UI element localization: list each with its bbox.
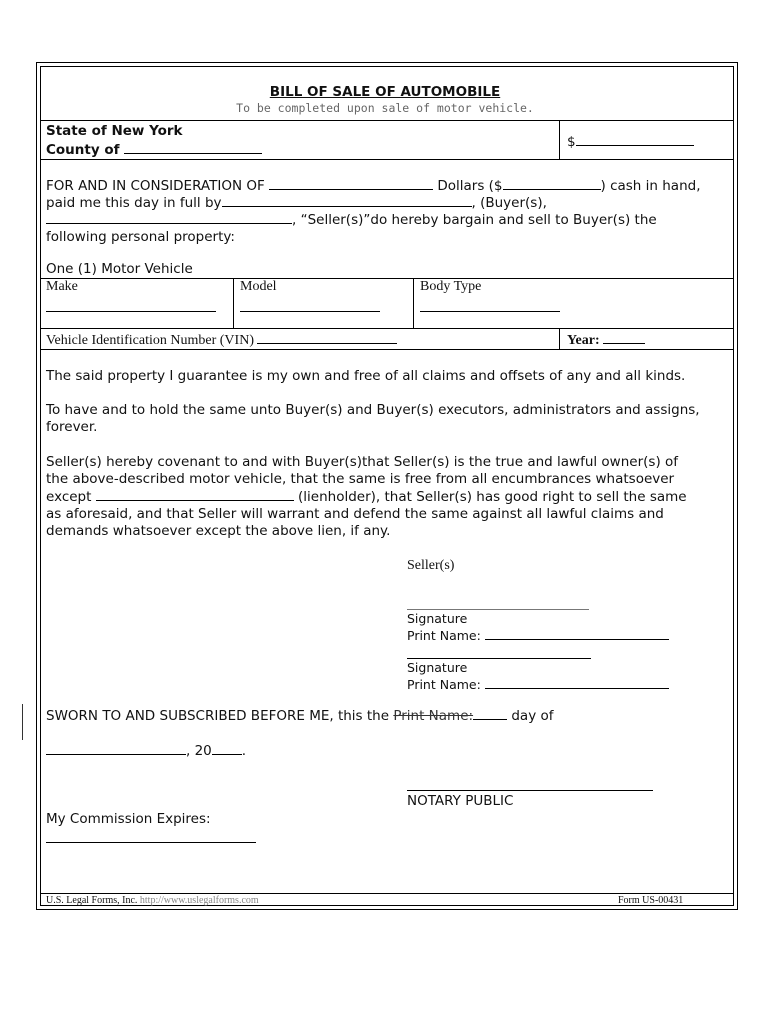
signature-field-1[interactable] — [407, 609, 589, 610]
footer-rule — [40, 893, 734, 894]
dollars-label: Dollars ($ — [437, 178, 503, 194]
body-type-label: Body Type — [420, 279, 482, 294]
footer-company: U.S. Legal Forms, Inc. — [46, 895, 138, 906]
header-bottom-rule — [40, 159, 734, 160]
vin-row-bottom — [40, 349, 734, 350]
cash-label: ) cash in hand, — [600, 178, 701, 194]
vehicle-table-top — [40, 278, 734, 279]
lienholder-label: (lienholder), that Seller(s) has good right to sell the same — [298, 489, 687, 505]
consideration-line-3 — [46, 211, 657, 228]
model-label: Model — [240, 279, 277, 294]
header-divider — [559, 120, 560, 159]
vehicle-col-divider-2 — [413, 278, 414, 328]
vehicle-col-divider-1 — [233, 278, 234, 328]
footer-left — [46, 895, 259, 906]
print-name-field-2[interactable] — [485, 676, 669, 689]
consideration-line-2 — [46, 194, 547, 211]
covenant-line-1: Seller(s) hereby covenant to and with Buyer(s)that Seller(s) is the true and lawful owner(s) of — [46, 454, 679, 470]
vehicle-heading: One (1) Motor Vehicle — [46, 261, 193, 277]
notary-year-field[interactable] — [212, 742, 242, 755]
print-name-line-1 — [407, 627, 669, 643]
covenant-line-2: the above-described motor vehicle, that the same is free from all encumbrances whatsoever — [46, 471, 675, 487]
document-title: BILL OF SALE OF AUTOMOBILE — [269, 84, 501, 100]
footer-form-id: Form US-00431 — [618, 895, 684, 906]
consideration-text: FOR AND IN CONSIDERATION OF — [46, 178, 265, 194]
vin-row-top — [40, 328, 734, 329]
seller-field[interactable] — [46, 211, 292, 224]
print-name-label-2: Print Name: — [407, 677, 481, 692]
vin-year-divider — [559, 328, 560, 349]
margin-mark — [22, 704, 23, 740]
day-of-label: day of — [511, 708, 554, 724]
commission-expires-field[interactable] — [46, 842, 256, 843]
county-label: County of — [46, 142, 120, 158]
signature-field-2[interactable] — [407, 658, 591, 659]
day-field[interactable] — [473, 707, 507, 720]
county-field[interactable] — [124, 141, 262, 154]
year-line — [567, 331, 645, 349]
print-name-line-2 — [407, 676, 669, 692]
sworn-date-line — [46, 742, 246, 759]
document-subtitle: To be completed upon sale of motor vehicle. — [236, 101, 534, 115]
amount-symbol: $ — [567, 134, 576, 150]
body-type-field[interactable] — [420, 311, 560, 312]
year-label: Year: — [567, 333, 600, 348]
covenant-line-4: as aforesaid, and that Seller will warrant and defend the same against all lawful claims and — [46, 506, 664, 522]
sellers-label: Seller(s) — [407, 558, 455, 573]
sworn-label: SWORN TO AND SUBSCRIBED BEFORE ME, this the — [46, 708, 390, 724]
year-prefix: , 20 — [186, 743, 212, 759]
lienholder-field[interactable] — [96, 488, 294, 501]
except-label: except — [46, 489, 92, 505]
have-hold-clause-1: To have and to hold the same unto Buyer(s) and Buyer(s) executors, administrators and assigns, — [46, 402, 700, 418]
commission-expires-label: My Commission Expires: — [46, 811, 211, 827]
buyer-field[interactable] — [222, 194, 472, 207]
vin-field[interactable] — [257, 331, 397, 344]
print-name-label-1: Print Name: — [407, 628, 481, 643]
guarantee-clause: The said property I guarantee is my own and free of all claims and offsets of any and all kinds. — [46, 368, 686, 384]
vin-label: Vehicle Identification Number (VIN) — [46, 333, 254, 348]
sworn-line — [46, 707, 554, 724]
notary-signature-field[interactable] — [407, 790, 653, 791]
model-field[interactable] — [240, 311, 380, 312]
buyer-label: , (Buyer(s), — [471, 195, 547, 211]
year-suffix: . — [241, 743, 247, 759]
notary-public-label: NOTARY PUBLIC — [407, 793, 514, 809]
make-label: Make — [46, 279, 78, 294]
signature-label-1: Signature — [407, 611, 468, 626]
vin-line — [46, 331, 397, 349]
amount-field[interactable] — [576, 133, 694, 146]
covenant-line-5: demands whatsoever except the above lien, if any. — [46, 523, 391, 539]
county-line — [46, 141, 262, 158]
month-field[interactable] — [46, 742, 186, 755]
make-field[interactable] — [46, 311, 216, 312]
amount-line — [567, 133, 694, 150]
dollars-words-field[interactable] — [269, 177, 433, 190]
state-label: State of New York — [46, 123, 183, 139]
consideration-line-4: following personal property: — [46, 229, 235, 245]
footer-url-link[interactable]: http://www.uslegalforms.com — [139, 895, 259, 906]
paid-label: paid me this day in full by — [46, 195, 222, 211]
signature-label-2: Signature — [407, 660, 468, 675]
dollars-amount-field[interactable] — [503, 177, 601, 190]
struck-text: Print Name: — [393, 708, 474, 724]
covenant-line-3 — [46, 488, 687, 505]
seller-label: , “Seller(s)”do hereby bargain and sell to Buyer(s) the — [292, 212, 657, 228]
consideration-line-1 — [46, 177, 701, 194]
year-field[interactable] — [603, 331, 645, 344]
print-name-field-1[interactable] — [485, 627, 669, 640]
have-hold-clause-2: forever. — [46, 419, 98, 435]
header-top-rule — [40, 120, 734, 121]
